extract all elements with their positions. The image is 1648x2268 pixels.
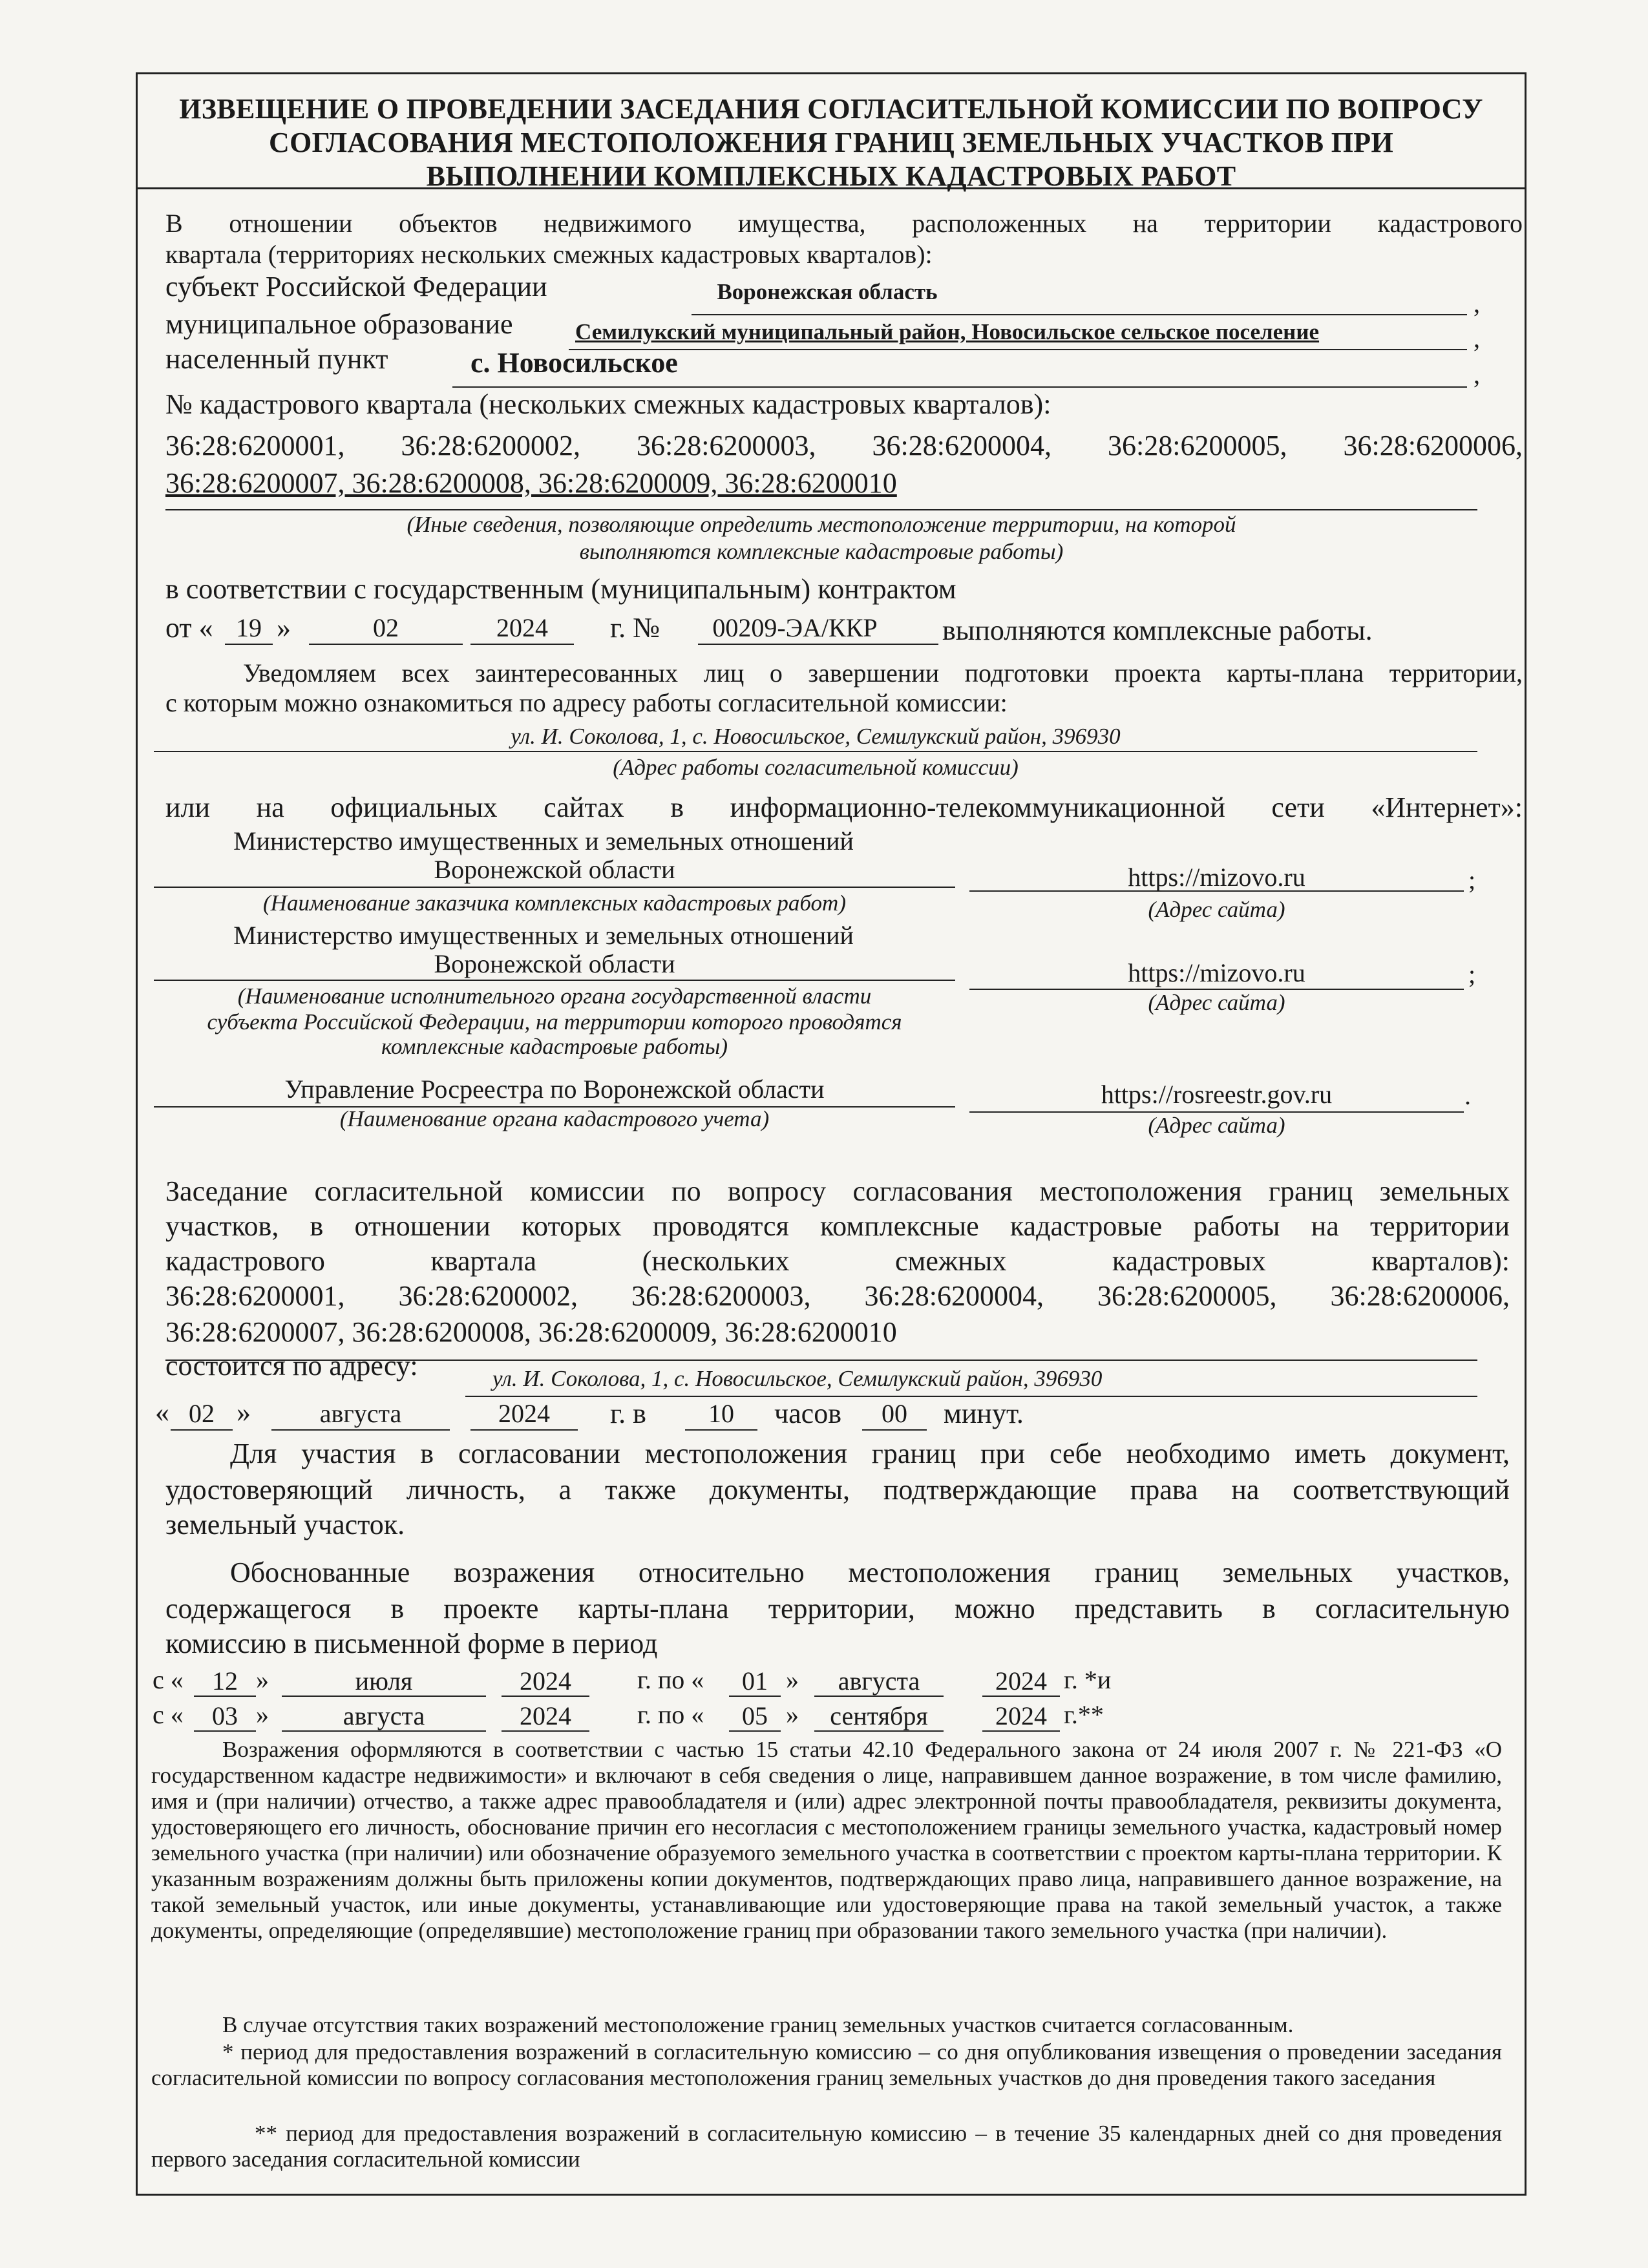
contract-from: от « (165, 612, 213, 644)
site-2-caption-line-3: комплексные кадастровые работы) (381, 1034, 728, 1059)
site-2-url-caption: (Адрес сайта) (1148, 990, 1285, 1015)
meeting-year-underline (470, 1429, 578, 1431)
contract-number-label: г. № (610, 612, 660, 644)
site-1-name-line-2: Воронежской области (434, 855, 675, 884)
subject-underline (692, 314, 1467, 315)
site-1-end: ; (1468, 865, 1476, 894)
site-2-end: ; (1468, 960, 1476, 989)
participation-line-2: удостоверяющий личность, а также документы, подтверждающие права на соответствующий (165, 1474, 1510, 1506)
settlement-label: населенный пункт (165, 343, 388, 375)
municipality-underline (569, 349, 1467, 350)
meeting-hour-underline (685, 1429, 757, 1431)
municipality-label: муниципальное образование (165, 308, 513, 340)
period-2-to-close: » (786, 1700, 799, 1729)
notice-address-underline (154, 751, 1477, 752)
period-1-from-prefix: с « (153, 1665, 184, 1694)
title-line-1: ИЗВЕЩЕНИЕ О ПРОВЕДЕНИИ ЗАСЕДАНИЯ СОГЛАСИТЕЛЬНОЙ КОМИССИИ ПО ВОПРОСУ (179, 93, 1483, 125)
objections-line-1: Обоснованные возражения относительно местоположения границ земельных участков, (230, 1557, 1510, 1588)
municipality-value: Семилукский муниципальный район, Новосильское сельское поселение (575, 319, 1320, 344)
site-1-name-line-1: Министерство имущественных и земельных отношений (233, 826, 854, 856)
period-1-to-prefix: г. по « (637, 1665, 704, 1694)
legal-footnote-2: ** период для предоставления возражений в согласительную комиссию – в течение 35 календарных дней со дня проведения первого заседания согласительной комиссии (151, 2121, 1502, 2172)
site-1-url: https://mizovo.ru (1128, 863, 1305, 892)
site-2-caption-line-1: (Наименование исполнительного органа государственной власти (237, 983, 872, 1009)
intro-line-1: В отношении объектов недвижимого имущества, расположенных на территории кадастрового (165, 209, 1523, 238)
contract-year: 2024 (496, 613, 548, 642)
notice-line-1: Уведомляем всех заинтересованных лиц о завершении подготовки проекта карты-плана территории, (243, 658, 1523, 688)
quarters-line-1: 36:28:6200001, 36:28:6200002, 36:28:6200003, 36:28:6200004, 36:28:6200005, 36:28:6200006, (165, 430, 1523, 461)
settlement-value: с. Новосильское (470, 347, 678, 379)
site-3-name: Управление Росреестра по Воронежской области (284, 1075, 825, 1104)
meeting-line-3: кадастрового квартала (нескольких смежных кадастровых кварталов): (165, 1245, 1510, 1277)
quarters-caption-1: (Иные сведения, позволяющие определить местоположение территории, на которой (407, 512, 1236, 537)
contract-tail: выполняются комплексные работы. (942, 614, 1373, 646)
contract-label: в соответствии с государственным (муниципальным) контрактом (165, 573, 956, 605)
site-1-name-underline (154, 887, 955, 888)
meeting-minute-label: минут. (944, 1398, 1024, 1429)
meeting-open-quote: « (155, 1396, 169, 1428)
period-1-to-day: 01 (742, 1666, 768, 1696)
settlement-comma: , (1474, 360, 1480, 389)
period-2-to-day: 05 (742, 1701, 768, 1730)
site-2-caption-line-2: субъекта Российской Федерации, на территории которого проводятся (207, 1009, 902, 1034)
period-2-to-prefix: г. по « (637, 1700, 704, 1729)
title-line-3: ВЫПОЛНЕНИИ КОМПЛЕКСНЫХ КАДАСТРОВЫХ РАБОТ (426, 160, 1236, 192)
document-title (138, 74, 1525, 192)
period-1-from-month: июля (355, 1666, 413, 1696)
quarters-underline (165, 509, 1477, 510)
legal-objections-paragraph: Возражения оформляются в соответствии с частью 15 статьи 42.10 Федерального закона от 24 июля 2007 г. № 221-ФЗ «О государственном кадастре недвижимости» и включают в себя сведения о лице, направившем данное возражение, в том числе фамилию, имя и (при наличии) отчество, а также адрес правообладателя и (или) адрес электронной почты правообладателя, реквизиты документа, удостоверяющего его личность, обоснование причин его несогласия с местоположением границы земельного участка, кадастровый номер земельного участка (при наличии) или обозначение образуемого земельного участка в соответствии с проектом карты-плана территории. К указанным возражениям должны быть приложены копии документов, подтверждающих право лица, направившего данное возражение, на такой земельный участок, или иные документы, устанавливающие или удостоверяющие права на такой земельный участок, а также документы, определяющие (определявшие) местоположение границ при образовании такого земельного участка (при наличии). (151, 1737, 1502, 1943)
contract-year-underline (470, 644, 574, 645)
participation-line-1: Для участия в согласовании местоположения границ при себе необходимо иметь документ, (230, 1438, 1510, 1469)
period-2-from-prefix: с « (153, 1700, 184, 1729)
site-2-name-line-1: Министерство имущественных и земельных отношений (233, 921, 854, 950)
meeting-minute-underline (862, 1429, 927, 1431)
meeting-line-5: 36:28:6200007, 36:28:6200008, 36:28:6200009, 36:28:6200010 (165, 1316, 897, 1348)
subject-label: субъект Российской Федерации (165, 271, 547, 302)
site-3-caption: (Наименование органа кадастрового учета) (339, 1106, 770, 1131)
contract-month: 02 (373, 613, 399, 642)
meeting-line-4: 36:28:6200001, 36:28:6200002, 36:28:6200003, 36:28:6200004, 36:28:6200005, 36:28:6200006, (165, 1280, 1510, 1312)
period-2-from-month: августа (343, 1701, 425, 1730)
contract-day-underline (225, 644, 273, 645)
site-2-name-line-2: Воронежской области (434, 949, 675, 978)
notice-address-caption: (Адрес работы согласительной комиссии) (613, 755, 1019, 780)
municipality-comma: , (1474, 324, 1480, 353)
quarters-line-2: 36:28:6200007, 36:28:6200008, 36:28:6200009, 36:28:6200010 (165, 467, 897, 499)
meeting-address-label: состоится по адресу: (165, 1350, 418, 1381)
period-2-end: г.** (1064, 1700, 1104, 1729)
period-1-to-year: 2024 (995, 1666, 1047, 1696)
meeting-close-quote: » (237, 1396, 251, 1428)
site-3-end: . (1464, 1081, 1471, 1110)
subject-comma: , (1474, 289, 1480, 318)
meeting-year: 2024 (498, 1399, 550, 1428)
contract-month-underline (309, 644, 463, 645)
period-2-from-close: » (256, 1700, 269, 1729)
period-1-to-month: августа (838, 1666, 920, 1696)
meeting-month-underline (271, 1429, 450, 1431)
contract-day: 19 (236, 613, 262, 642)
meeting-line-2: участков, в отношении которых проводятся комплексные кадастровые работы на территории (165, 1210, 1510, 1242)
meeting-hour-label: часов (774, 1398, 841, 1429)
notice-internet: или на официальных сайтах в информационно-телекоммуникационной сети «Интернет»: (165, 792, 1523, 823)
site-1-caption: (Наименование заказчика комплексных кадастровых работ) (263, 890, 846, 916)
objections-line-2: содержащегося в проекте карты-плана территории, можно представить в согласительную (165, 1593, 1510, 1624)
period-2-to-year: 2024 (995, 1701, 1047, 1730)
period-1-from-close: » (256, 1665, 269, 1694)
period-1-from-year: 2024 (520, 1666, 571, 1696)
meeting-line-1: Заседание согласительной комиссии по вопросу согласования местоположения границ земельных (165, 1175, 1510, 1207)
period-1-from-day: 12 (212, 1666, 238, 1696)
meeting-year-suffix: г. в (610, 1398, 646, 1429)
site-3-url: https://rosreestr.gov.ru (1101, 1080, 1333, 1109)
meeting-hour: 10 (708, 1399, 734, 1428)
meeting-day-underline (171, 1429, 233, 1431)
legal-footnote-1: * период для предоставления возражений в согласительную комиссию – со дня опубликования извещения о проведении заседания согласительной комиссии по вопросу согласования местоположения границ земельных участков до дня проведения такого заседания (151, 2039, 1502, 2090)
meeting-day: 02 (189, 1399, 215, 1428)
participation-line-3: земельный участок. (165, 1509, 405, 1540)
period-2-from-day: 03 (212, 1701, 238, 1730)
notice-address: ул. И. Соколова, 1, с. Новосильское, Семилукский район, 396930 (511, 724, 1121, 749)
period-2-to-month: сентября (830, 1701, 928, 1730)
site-1-url-caption: (Адрес сайта) (1148, 897, 1285, 922)
intro-line-2: квартала (территориях нескольких смежных кадастровых кварталов): (165, 240, 933, 269)
notice-line-2: с которым можно ознакомиться по адресу работы согласительной комиссии: (165, 688, 1008, 717)
objections-line-3: комиссию в письменной форме в период (165, 1628, 658, 1659)
title-line-2: СОГЛАСОВАНИЯ МЕСТОПОЛОЖЕНИЯ ГРАНИЦ ЗЕМЕЛЬНЫХ УЧАСТКОВ ПРИ (269, 127, 1393, 158)
meeting-address: ул. И. Соколова, 1, с. Новосильское, Семилукский район, 396930 (492, 1366, 1103, 1391)
period-2-from-year: 2024 (520, 1701, 571, 1730)
quarters-caption-2: выполняются комплексные кадастровые работы) (579, 539, 1064, 564)
period-1-end: г. *и (1064, 1665, 1112, 1694)
contract-number: 00209-ЭА/ККР (712, 613, 878, 642)
legal-agreement-paragraph: В случае отсутствия таких возражений местоположение границ земельных участков считается согласованным. (222, 2012, 1294, 2037)
subject-value: Воронежская область (717, 279, 938, 304)
contract-number-underline (698, 644, 938, 645)
quarters-label: № кадастрового квартала (нескольких смежных кадастровых кварталов): (165, 388, 1051, 420)
site-2-url: https://mizovo.ru (1128, 958, 1305, 987)
meeting-minute: 00 (882, 1399, 907, 1428)
period-1-to-close: » (786, 1665, 799, 1694)
site-3-url-caption: (Адрес сайта) (1148, 1113, 1285, 1138)
contract-close-quote: » (277, 612, 291, 644)
site-2-name-underline (154, 980, 955, 981)
meeting-month: августа (319, 1399, 402, 1428)
